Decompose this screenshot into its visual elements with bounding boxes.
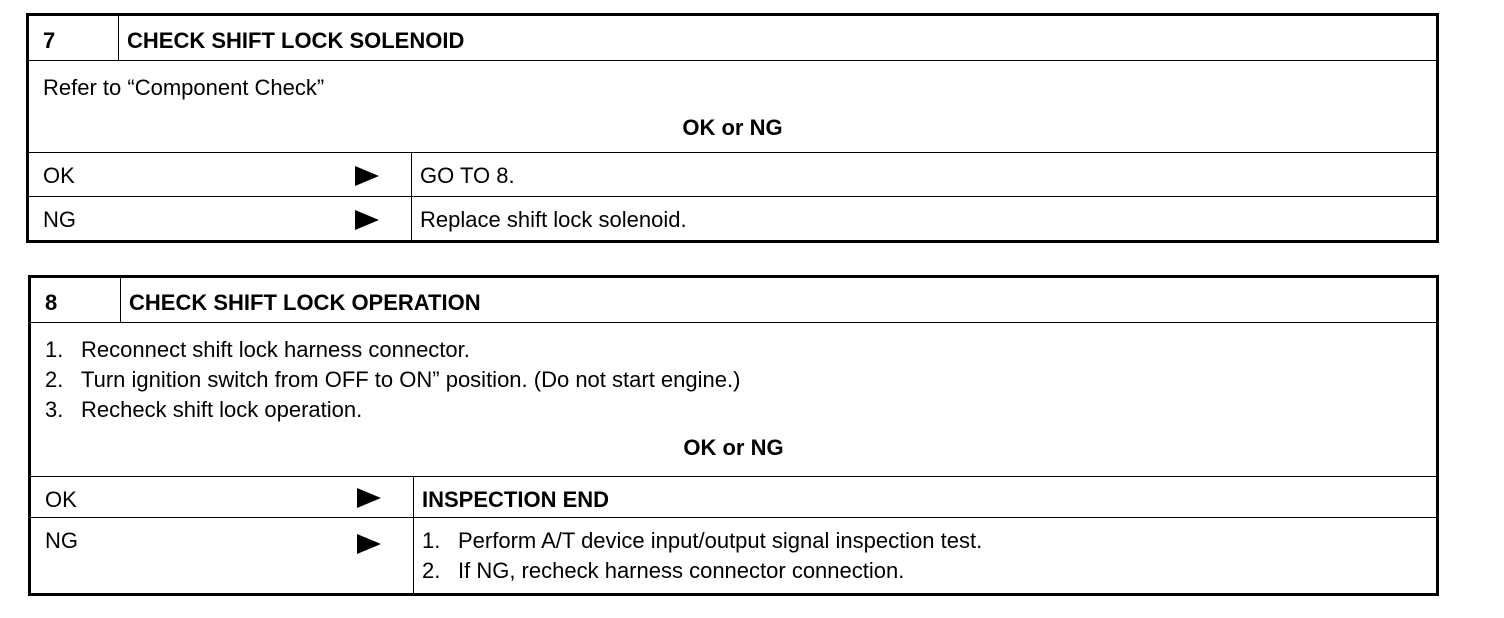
- step-8-instructions: [31, 323, 1436, 477]
- step-title: CHECK SHIFT LOCK SOLENOID: [127, 28, 465, 53]
- instruction-item: 2. Turn ignition switch from OFF to ON” position. (Do not start engine.): [45, 367, 741, 392]
- ng-label: NG: [43, 207, 76, 232]
- instruction-text: Refer to “Component Check”: [43, 75, 325, 100]
- step-7-instructions: [29, 61, 1436, 153]
- ok-row: [31, 477, 1436, 518]
- step-number: 7: [29, 16, 119, 60]
- step-number: 8: [31, 278, 121, 322]
- ng-row: [31, 518, 1436, 594]
- ok-label: OK: [45, 487, 77, 512]
- result-label: OK or NG: [683, 435, 784, 460]
- ok-action: GO TO 8.: [420, 163, 515, 188]
- arrow-right-icon: [355, 210, 379, 230]
- ng-row: [29, 197, 1436, 240]
- step-8-header: [31, 278, 1436, 323]
- arrow-right-icon: [355, 166, 379, 186]
- ng-actions: [414, 518, 1436, 594]
- ok-action: INSPECTION END: [422, 487, 610, 512]
- instruction-item: 1. Reconnect shift lock harness connector.: [45, 337, 470, 362]
- ok-row: [29, 153, 1436, 197]
- ok-label: OK: [43, 163, 75, 188]
- step-title: CHECK SHIFT LOCK OPERATION: [129, 290, 481, 315]
- step-7-block: [26, 13, 1439, 243]
- instruction-item: 3. Recheck shift lock operation.: [45, 397, 363, 422]
- step-7-header: [29, 16, 1436, 61]
- step-8-block: [28, 275, 1439, 596]
- ng-label: NG: [45, 528, 78, 553]
- result-label: OK or NG: [682, 115, 783, 140]
- arrow-right-icon: [357, 488, 381, 508]
- ng-action: Replace shift lock solenoid.: [420, 207, 687, 232]
- ng-action-item: 2. If NG, recheck harness connector connection.: [422, 558, 905, 583]
- ng-action-item: 1. Perform A/T device input/output signal inspection test.: [422, 528, 983, 553]
- arrow-right-icon: [357, 534, 381, 554]
